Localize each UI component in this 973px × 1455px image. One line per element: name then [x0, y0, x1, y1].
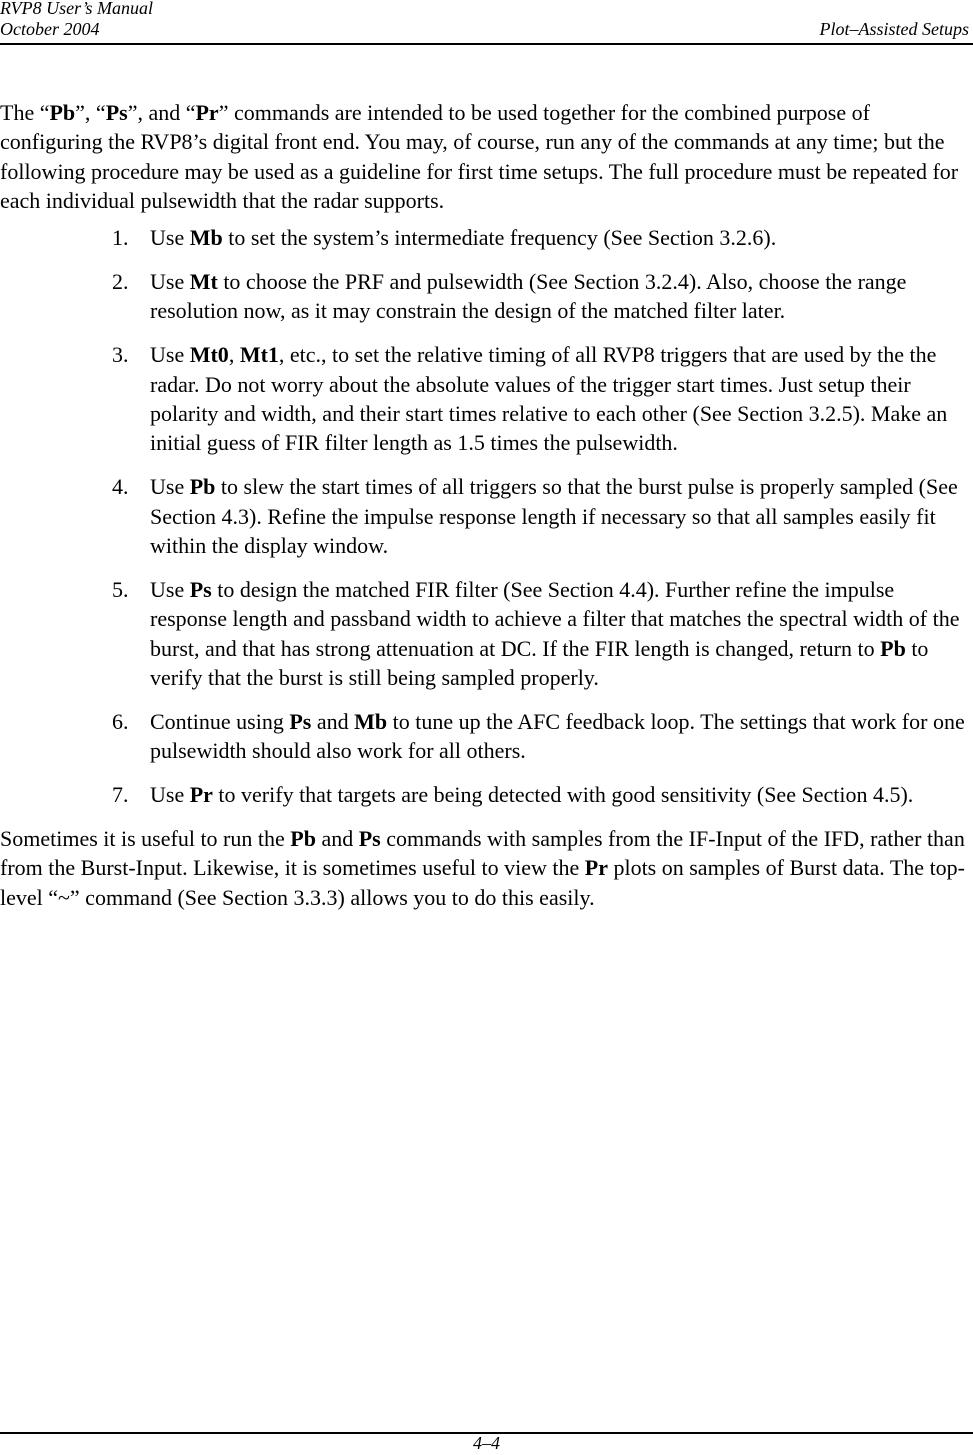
page-footer: [0, 1430, 973, 1455]
closing-command-pb: Pb: [290, 826, 316, 852]
step-command: Mt0: [189, 342, 229, 368]
step-command: Mt1: [239, 342, 279, 368]
closing-text-3: commands with samples from the IF-Input of the IFD, rather than from the Burst-Input. Likewise, it is sometimes useful to view the: [0, 826, 965, 881]
procedure-step: [112, 267, 972, 326]
step-text-part: Use: [150, 225, 190, 251]
step-number: 5.: [112, 576, 129, 602]
step-text-part: to choose the PRF and pulsewidth (See Section 3.2.4). Also, choose the range resolution now, as it may constrain the design of the matched filter later.: [150, 269, 907, 324]
step-text-part: to set the system’s intermediate frequency (See Section 3.2.6).: [222, 225, 777, 251]
step-text: [150, 267, 972, 326]
step-text-part: to design the matched FIR filter (See Section 4.4). Further refine the impulse response length and passband width to achieve a filter that matches the spectral width of the burst, and that has strong attenuation at DC. If the FIR length is changed, return to: [150, 576, 960, 661]
procedure-step: [112, 223, 972, 252]
procedure-steps: [0, 223, 972, 809]
step-number: 6.: [112, 708, 129, 734]
step-command: Mt: [189, 269, 218, 295]
manual-date: October 2004: [0, 19, 100, 39]
step-text: [150, 472, 972, 560]
section-title: Plot–Assisted Setups: [819, 19, 969, 39]
intro-text-4: ” commands are intended to be used together for the combined purpose of configuring the RVP8’s digital front end. You may, of course, run any of the commands at any time; but the following procedure may be used as a guideline for first time setups. The full procedure must be repeated for each individual pulsewidth that the radar supports.: [0, 100, 959, 213]
header-rule: [0, 43, 973, 45]
intro-command-ps: Ps: [105, 100, 128, 125]
step-number: 1.: [112, 225, 129, 251]
procedure-step: [112, 780, 972, 809]
page-body: [0, 98, 972, 912]
procedure-step: [112, 472, 972, 560]
step-command: Pr: [189, 782, 213, 808]
step-text: [150, 340, 972, 457]
step-command: Pb: [880, 635, 906, 661]
step-text-part: to verify that targets are being detected with good sensitivity (See Section 4.5).: [212, 782, 914, 808]
step-text-part: Use: [150, 269, 190, 295]
page-header: [0, 0, 973, 46]
procedure-step: [112, 340, 972, 457]
procedure-step: [112, 575, 972, 692]
step-text: [150, 780, 972, 809]
step-text: [150, 575, 972, 692]
step-text: [150, 223, 972, 252]
intro-text-2: ”, “: [75, 100, 106, 125]
intro-text-3: ”, and “: [127, 100, 196, 125]
intro-text-1: The “: [0, 100, 50, 125]
page-number: 4–4: [473, 1433, 500, 1453]
step-text-part: Use: [150, 576, 190, 602]
step-text-part: to verify that the burst is still being sampled properly.: [150, 635, 929, 690]
step-text-part: ,: [228, 342, 240, 368]
step-number: 2.: [112, 269, 129, 295]
step-number: 4.: [112, 474, 129, 500]
step-text-part: , etc., to set the relative timing of all RVP8 triggers that are used by the the radar. Do not worry about the absolute values of the trigger start times. Just setup their polarity and width, and their start times relative to each other (See Section 3.2.5). Make an initial guess of FIR filter length as 1.5 times the pulsewidth.: [150, 342, 948, 456]
step-text-part: to tune up the AFC feedback loop. The settings that work for one pulsewidth should also work for all others.: [150, 708, 965, 764]
closing-command-pr: Pr: [584, 855, 608, 881]
step-command: Mb: [354, 708, 388, 734]
step-text-part: to slew the start times of all triggers so that the burst pulse is properly sampled (See Section 4.3). Refine the impulse response length if necessary so that all samples easily fit within the display window.: [150, 474, 958, 558]
manual-title: RVP8 User’s Manual: [0, 0, 153, 18]
step-text: [150, 707, 972, 766]
step-command: Ps: [189, 576, 212, 602]
step-text-part: and: [311, 708, 355, 734]
closing-text-1: Sometimes it is useful to run the: [0, 826, 291, 852]
step-number: 7.: [112, 782, 129, 808]
intro-command-pb: Pb: [49, 100, 76, 125]
closing-command-ps: Ps: [358, 826, 381, 852]
step-command: Pb: [189, 474, 216, 500]
header-left: [0, 0, 153, 40]
step-text-part: Use: [150, 474, 190, 500]
intro-command-pr: Pr: [195, 100, 219, 125]
step-text-part: Use: [150, 342, 190, 368]
closing-text-4: plots on samples of Burst data. The top-level “~” command (See Section 3.3.3) allows you to do this easily.: [0, 855, 966, 910]
procedure-step: [112, 707, 972, 766]
step-number: 3.: [112, 342, 129, 368]
closing-text-2: and: [315, 826, 359, 852]
step-text-part: Use: [150, 782, 190, 808]
intro-paragraph: [0, 98, 972, 215]
step-text-part: Continue using: [150, 708, 290, 734]
closing-paragraph: [0, 824, 972, 912]
step-command: Ps: [289, 708, 312, 734]
step-command: Mb: [189, 225, 223, 251]
